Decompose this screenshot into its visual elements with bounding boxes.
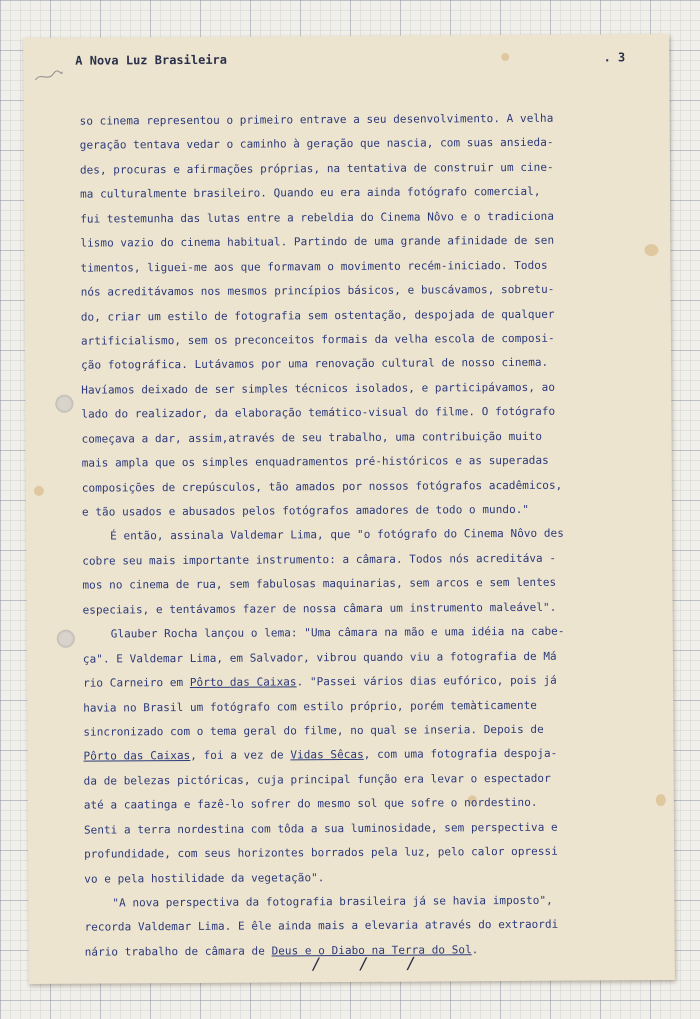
punch-hole bbox=[57, 630, 75, 648]
text-line: profundidade, com seus horizontes borrados pela luz, pelo calor opressi bbox=[84, 844, 558, 861]
text-line: cobre seu mais importante instrumento: a câmara. Todos nós acreditáva - bbox=[82, 551, 557, 568]
text-line: especiais, e tentávamos fazer de nossa câmara um instrumento maleável". bbox=[82, 600, 557, 617]
page-number: . 3 bbox=[603, 50, 626, 65]
text-line: lado do realizador, da elaboração temático-visual do filme. O fotógrafo bbox=[81, 404, 556, 421]
text-line: Havíamos deixado de ser simples técnicos isolados, e participávamos, ao bbox=[81, 380, 556, 397]
body-text bbox=[80, 106, 660, 965]
text-line: vo e pela hostilidade da vegetação". bbox=[84, 870, 325, 886]
text-line: lismo vazio do cinema habitual. Partindo de uma grande afinidade de sen bbox=[80, 233, 555, 250]
text-line: e tão usados e abusados pelos fotógrafos amadores de todo o mundo." bbox=[81, 502, 530, 519]
text-line: des, procuras e afirmações próprias, na tentativa de construir um cine- bbox=[79, 160, 554, 177]
text-line: da de belezas pictóricas, cuja principal função era levar o espectador bbox=[83, 771, 551, 788]
text-line: do, criar um estilo de fotografia sem ostentação, despojada de qualquer bbox=[80, 307, 555, 324]
text-line: so cinema representou o primeiro entrave a seu desenvolvimento. A velha bbox=[79, 111, 554, 128]
typewritten-page bbox=[23, 34, 675, 984]
text-line: timentos, liguei-me aos que formavam o movimento recém-iniciado. Todos bbox=[80, 258, 548, 275]
text-line: artificialismo, sem os preconceitos formais da velha escola de composi- bbox=[80, 331, 555, 348]
text-line: rio Carneiro em Pôrto das Caixas. "Passei vários dias eufórico, pois já bbox=[83, 673, 557, 690]
text-line: começava a dar, assim,através de seu trabalho, uma contribuição muito bbox=[81, 429, 543, 446]
punch-hole bbox=[55, 395, 73, 413]
text-line: ma culturalmente brasileiro. Quando eu era ainda fotógrafo comercial, bbox=[80, 185, 541, 201]
page-header bbox=[75, 50, 625, 73]
text-line: até a caatinga e fazê-lo sofrer do mesmo sol que sofre o nordestino. bbox=[83, 796, 538, 812]
text-line: Pôrto das Caixas, foi a vez de Vidas Sêcas, com uma fotografia despoja- bbox=[83, 747, 558, 764]
text-line: ção fotográfica. Lutávamos por uma renovação cultural de nosso cinema. bbox=[81, 356, 549, 373]
text-line: composições de crepúsculos, tão amados por nossos fotógrafos acadêmicos, bbox=[81, 478, 563, 495]
pencil-mark-icon bbox=[33, 68, 63, 84]
text-line: mos no cinema de rua, sem fabulosas maquinarias, sem arcos e sem lentes bbox=[82, 576, 557, 592]
text-line: nós acreditávamos nos mesmos princípios básicos, e buscávamos, sobretu- bbox=[80, 282, 555, 299]
text-line: geração tentava vedar o caminho à geração que nascia, com suas ansieda- bbox=[79, 136, 554, 153]
end-marks: / / / bbox=[311, 953, 431, 974]
text-line: nário trabalho de câmara de Deus e o Diabo na Terra do Sol. bbox=[84, 943, 479, 959]
text-line: "A nova perspectiva da fotografia brasileira já se havia imposto", bbox=[112, 893, 553, 910]
text-line: havia no Brasil um fotógrafo com estilo próprio, porém temàticamente bbox=[83, 698, 537, 715]
text-line: É então, assinala Valdemar Lima, que "o fotógrafo do Cinema Nôvo des bbox=[110, 527, 564, 543]
text-line: sincronizado com o tema geral do filme, no qual se inseria. Depois de bbox=[83, 722, 544, 739]
text-line: fui testemunha das lutas entre a rebeldia do Cinema Nôvo e o tradiciona bbox=[80, 209, 555, 226]
text-line: mais ampla que os simples enquadramentos pré-históricos e as superadas bbox=[81, 453, 549, 470]
foxing-stain bbox=[34, 486, 44, 496]
text-line: Senti a terra nordestina com tôda a sua luminosidade, sem perspectiva e bbox=[83, 820, 558, 837]
text-line: ça". E Valdemar Lima, em Salvador, vibrou quando viu a fotografia de Má bbox=[82, 649, 557, 666]
running-title: A Nova Luz Brasileira bbox=[75, 52, 228, 68]
text-line: Glauber Rocha lançou o lema: "Uma câmara na mão e uma idéia na cabe- bbox=[110, 624, 565, 641]
text-line: recorda Valdemar Lima. E êle ainda mais a elevaria através do extraordi bbox=[84, 918, 559, 935]
